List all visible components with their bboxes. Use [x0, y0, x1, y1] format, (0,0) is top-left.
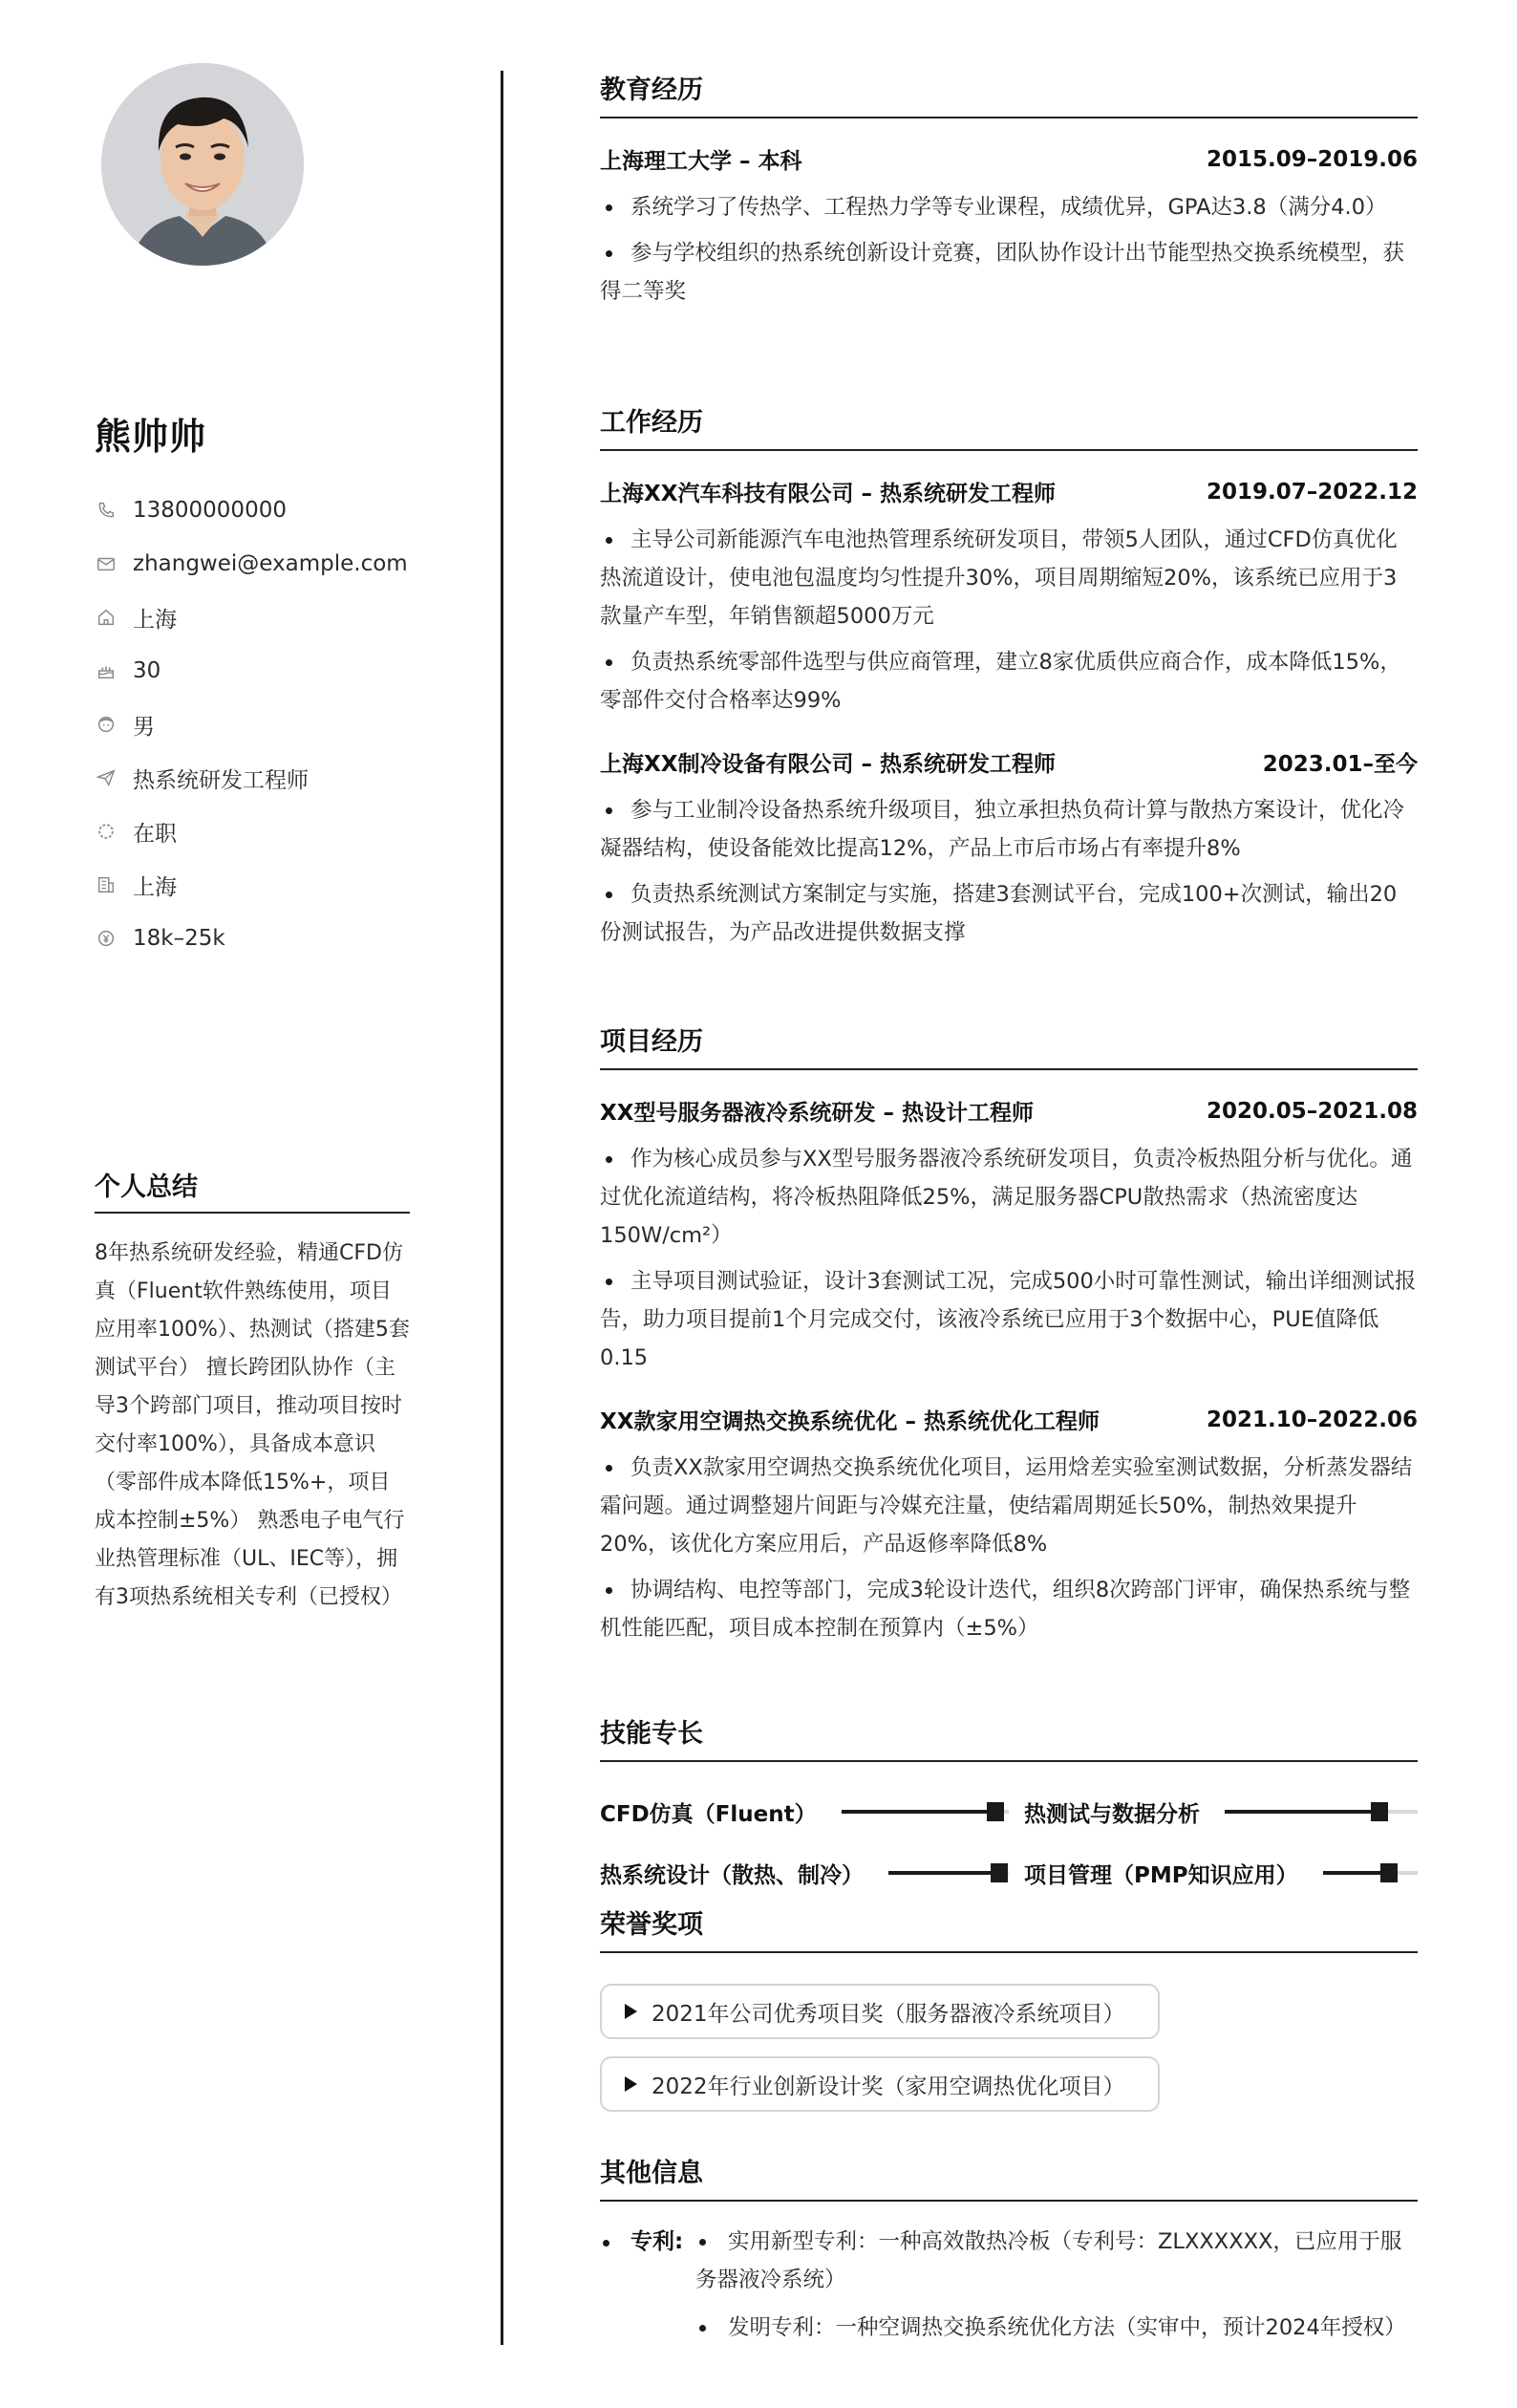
projects-section: [600, 1028, 1418, 1647]
award-text: 2021年公司优秀项目奖（服务器液冷系统项目）: [652, 2001, 1125, 2027]
summary-section: [95, 1166, 410, 1617]
project-name-role: XX型号服务器液冷系统研发 – 热设计工程师: [600, 1101, 1034, 1126]
list-item: 主导公司新能源汽车电池热管理系统研发项目，带领5人团队，通过CFD仿真优化热流道设计，使电池包温度均匀性提升30%，项目周期缩短20%，该系统已应用于3款量产车型，年销售额超5000万元: [600, 521, 1418, 635]
contact-salary: [95, 912, 477, 965]
face-icon: [95, 713, 118, 736]
skill-name: CFD仿真（Fluent）: [600, 1801, 817, 1827]
contact-text: zhangwei@example.com: [133, 551, 408, 576]
contact-text: 男: [133, 714, 155, 740]
work-section: [600, 409, 1418, 952]
salary-icon: [95, 927, 118, 950]
project-period: 2020.05–2021.08: [1206, 1098, 1418, 1124]
contact-text: 上海: [133, 874, 177, 900]
triangle-right-icon: [623, 2003, 638, 2020]
list-item: 负责热系统零部件选型与供应商管理，建立8家优质供应商合作，成本降低15%，零部件交付合格率达99%: [600, 643, 1418, 720]
project-period: 2021.10–2022.06: [1206, 1407, 1418, 1432]
cake-icon: [95, 659, 118, 682]
project-bullets: [600, 1449, 1418, 1647]
skill-knob: [987, 1802, 1004, 1821]
skill-row: [600, 1842, 1418, 1903]
contact-list: [95, 484, 477, 965]
contact-position: [95, 751, 477, 805]
skill-knob: [1371, 1802, 1388, 1821]
work-company-role: 上海XX汽车科技有限公司 – 热系统研发工程师: [600, 482, 1056, 506]
skill-row: [600, 1781, 1418, 1842]
list-item: 协调结构、电控等部门，完成3轮设计迭代，组织8次跨部门评审，确保热系统与整机性能匹配，项目成本控制在预算内（±5%）: [600, 1571, 1418, 1647]
awards-list: [600, 1984, 1418, 2129]
skill-knob: [1380, 1863, 1398, 1882]
list-item: 负责热系统测试方案制定与实施，搭建3套测试平台，完成100+次测试，输出20份测试报告，为产品改进提供数据支撑: [600, 875, 1418, 952]
other-section: [600, 2160, 1418, 2356]
education-section: [600, 76, 1418, 311]
list-item: 负责XX款家用空调热交换系统优化项目，运用焓差实验室测试数据，分析蒸发器结霜问题。通过调整翅片间距与冷媒充注量，使结霜周期延长50%，制热效果提升20%，该优化方案应用后，产品返修率降低8%: [600, 1449, 1418, 1563]
skill-fill: [1225, 1810, 1379, 1814]
work-entry-head: [600, 476, 1418, 507]
skills-section: [600, 1720, 1418, 1903]
skill-fill: [1323, 1871, 1390, 1875]
skill-name: 热系统设计（散热、制冷）: [600, 1862, 864, 1888]
contact-city: [95, 858, 477, 912]
mail-icon: [95, 552, 118, 575]
awards-title: 荣誉奖项: [600, 1911, 1418, 1953]
send-icon: [95, 766, 118, 789]
patent-row: [600, 2223, 1418, 2356]
skill-item: [600, 1796, 1009, 1828]
contact-age: [95, 644, 477, 698]
phone-icon: [95, 499, 118, 522]
project-entry-head: [600, 1095, 1418, 1127]
contact-text: 30: [133, 658, 161, 683]
skill-item: [1024, 1796, 1418, 1828]
project-bullets: [600, 1140, 1418, 1377]
skill-name: 项目管理（PMP知识应用）: [1024, 1862, 1298, 1888]
contact-phone: [95, 484, 477, 537]
list-item: 系统学习了传热学、工程热力学等专业课程，成绩优异，GPA达3.8（满分4.0）: [600, 188, 1418, 226]
award-text: 2022年行业创新设计奖（家用空调热优化项目）: [652, 2074, 1125, 2099]
contact-text: 在职: [133, 821, 177, 847]
contact-text: 上海: [133, 607, 177, 633]
award-item: [600, 2056, 1160, 2112]
skill-bar: [888, 1871, 1009, 1875]
education-bullets: [600, 188, 1418, 311]
left-column: [0, 0, 501, 2408]
skill-name: 热测试与数据分析: [1024, 1801, 1200, 1827]
contact-email: [95, 537, 477, 591]
building-icon: [95, 873, 118, 896]
list-item: 主导项目测试验证，设计3套测试工况，完成500小时可靠性测试，输出详细测试报告，助力项目提前1个月完成交付，该液冷系统已应用于3个数据中心，PUE值降低0.15: [600, 1262, 1418, 1377]
award-item: [600, 1984, 1160, 2039]
contact-gender: [95, 698, 477, 751]
work-company-role: 上海XX制冷设备有限公司 – 热系统研发工程师: [600, 752, 1056, 777]
projects-title: 项目经历: [600, 1028, 1418, 1070]
skill-bar: [1225, 1810, 1418, 1814]
school-degree: 上海理工大学 – 本科: [600, 149, 802, 174]
skill-bar: [842, 1810, 1009, 1814]
patent-label: 专利:: [600, 2223, 695, 2356]
project-name-role: XX款家用空调热交换系统优化 – 热系统优化工程师: [600, 1409, 1100, 1434]
summary-title: 个人总结: [95, 1166, 410, 1214]
skill-fill: [888, 1871, 999, 1875]
skill-item: [600, 1858, 1009, 1889]
skill-knob: [991, 1863, 1008, 1882]
contact-text: 18k–25k: [133, 926, 225, 951]
contact-text: 热系统研发工程师: [133, 767, 309, 793]
patent-list: [695, 2223, 1418, 2356]
awards-section: [600, 1911, 1418, 2129]
list-item: 作为核心成员参与XX型号服务器液冷系统研发项目，负责冷板热阻分析与优化。通过优化流道结构，将冷板热阻降低25%，满足服务器CPU散热需求（热流密度达150W/cm²）: [600, 1140, 1418, 1255]
list-item: 发明专利：一种空调热交换系统优化方法（实审中，预计2024年授权）: [695, 2309, 1418, 2347]
status-icon: [95, 820, 118, 843]
skill-bar: [1323, 1871, 1418, 1875]
contact-text: 13800000000: [133, 498, 287, 523]
project-entry-head: [600, 1404, 1418, 1435]
contact-status: [95, 805, 477, 858]
column-divider: [501, 71, 503, 2345]
avatar: [101, 63, 304, 266]
contact-location: [95, 591, 477, 644]
education-period: 2015.09–2019.06: [1206, 146, 1418, 172]
education-entry-head: [600, 143, 1418, 175]
skill-item: [1024, 1858, 1418, 1889]
home-icon: [95, 606, 118, 629]
other-title: 其他信息: [600, 2160, 1418, 2202]
work-period: 2023.01–至今: [1262, 752, 1418, 777]
triangle-right-icon: [623, 2075, 638, 2093]
work-title: 工作经历: [600, 409, 1418, 451]
education-title: 教育经历: [600, 76, 1418, 118]
list-item: 参与工业制冷设备热系统升级项目，独立承担热负荷计算与散热方案设计，优化冷凝器结构，使设备能效比提高12%，产品上市后市场占有率提升8%: [600, 791, 1418, 868]
work-bullets: [600, 791, 1418, 952]
candidate-name: 熊帅帅: [95, 416, 207, 458]
summary-text: 8年热系统研发经验，精通CFD仿真（Fluent软件熟练使用，项目应用率100%）、热测试（搭建5套测试平台） 擅长跨团队协作（主导3个跨部门项目，推动项目按时交付率100%），具备成本意识（零部件成本降低15%+，项目成本控制±5%） 熟悉电子电气行业热管理标准（UL、IEC等），拥有3项热系统相关专利（已授权）: [95, 1241, 410, 1609]
work-entry-head: [600, 746, 1418, 778]
list-item: 参与学校组织的热系统创新设计竞赛，团队协作设计出节能型热交换系统模型，获得二等奖: [600, 234, 1418, 311]
work-bullets: [600, 521, 1418, 720]
skills-title: 技能专长: [600, 1720, 1418, 1762]
list-item: 实用新型专利：一种高效散热冷板（专利号：ZLXXXXXX，已应用于服务器液冷系统）: [695, 2223, 1418, 2299]
work-period: 2019.07–2022.12: [1206, 479, 1418, 505]
skill-fill: [842, 1810, 995, 1814]
